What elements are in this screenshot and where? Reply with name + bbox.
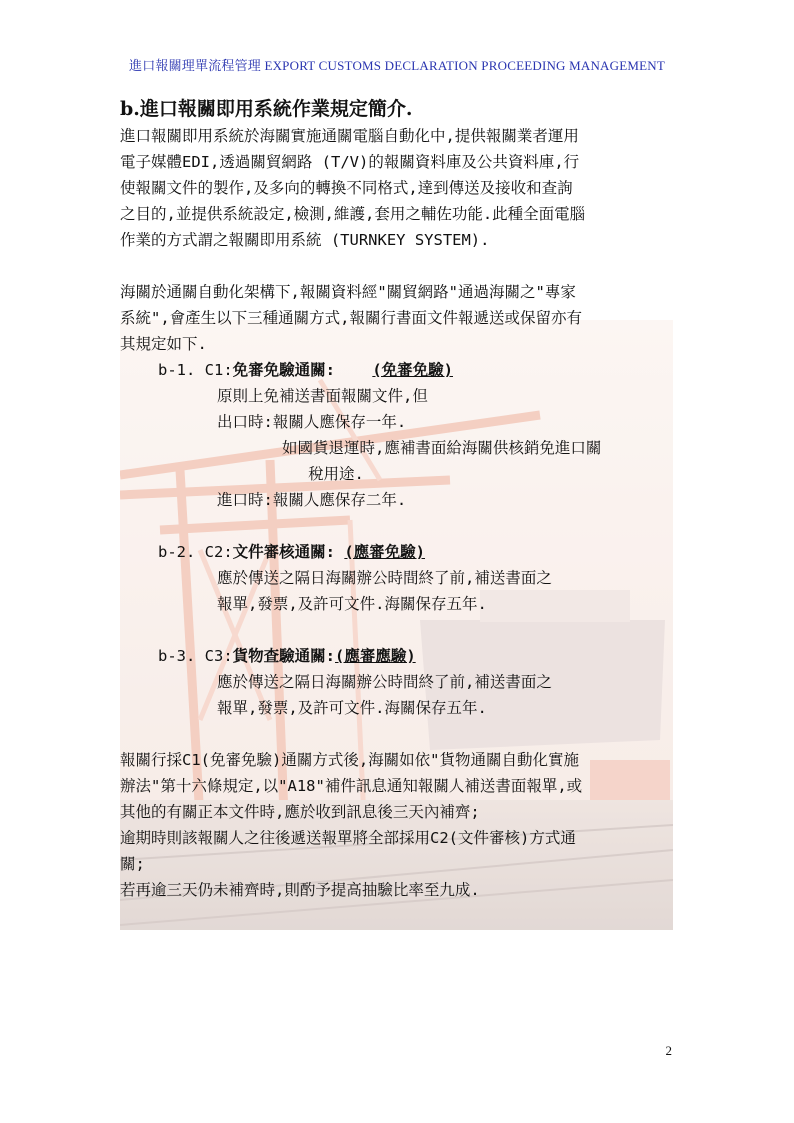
text-line: 之目的,並提供系統設定,檢測,維護,套用之輔佐功能.此種全面電腦 [120, 205, 586, 223]
text-line: 出口時:報關人應保存一年. [217, 413, 407, 431]
clearance-c3 [120, 643, 680, 721]
c3-name: 貨物查驗通關: [232, 647, 335, 665]
c2-tag: (應審免驗) [344, 543, 426, 561]
text-line: 逾期時則該報關人之往後遞送報單將全部採用C2(文件審核)方式通 [120, 829, 576, 847]
c1-heading [120, 357, 680, 383]
text-line: 報關行採C1(免審免驗)通關方式後,海關如依"貨物通關自動化實施 [120, 751, 579, 769]
clearance-c2 [120, 539, 680, 617]
text-line: 關; [120, 855, 145, 873]
framework-paragraph [120, 279, 680, 357]
text-line: 作業的方式謂之報關即用系統 (TURNKEY SYSTEM). [120, 231, 490, 249]
text-line: 海關於通關自動化架構下,報關資料經"關貿網路"通過海關之"專家 [120, 283, 576, 301]
c3-prefix: b-3. C3: [158, 647, 233, 665]
text-line: 使報關文件的製作,及多向的轉換不同格式,達到傳送及接收和查詢 [120, 179, 573, 197]
text-line: 應於傳送之隔日海關辦公時間終了前,補送書面之 [217, 673, 552, 691]
c1-prefix: b-1. C1: [158, 361, 233, 379]
c2-heading [120, 539, 680, 565]
text-line: 若再逾三天仍未補齊時,則酌予提高抽驗比率至九成. [120, 881, 480, 899]
text-line: 進口時:報關人應保存二年. [217, 491, 407, 509]
text-line: 原則上免補送書面報關文件,但 [217, 387, 428, 405]
c2-name: 文件審核通關: [232, 543, 335, 561]
c1-name: 免審免驗通關: [232, 361, 335, 379]
page-number: 2 [665, 1043, 672, 1058]
intro-paragraph [120, 123, 680, 253]
text-line: 報單,發票,及許可文件.海關保存五年. [217, 595, 487, 613]
text-line: 如國貨退運時,應補書面給海關供核銷免進口關 [282, 439, 602, 457]
text-line: 辦法"第十六條規定,以"A18"補件訊息通知報關人補送書面報單,或 [120, 777, 583, 795]
text-line: 電子媒體EDI,透過關貿網路 (T/V)的報關資料庫及公共資料庫,行 [120, 153, 580, 171]
section-title: b.進口報關即用系統作業規定簡介. [120, 98, 413, 120]
text-line: 報單,發票,及許可文件.海關保存五年. [217, 699, 487, 717]
c1-tag: (免審免驗) [372, 361, 453, 379]
text-line: 其規定如下. [120, 335, 207, 353]
c3-heading [120, 643, 680, 669]
clearance-c1 [120, 357, 680, 513]
text-line: 稅用途. [308, 465, 364, 483]
text-line: 其他的有關正本文件時,應於收到訊息後三天內補齊; [120, 803, 480, 821]
text-line: 應於傳送之隔日海關辦公時間終了前,補送書面之 [217, 569, 552, 587]
document-body [120, 95, 680, 903]
c2-prefix: b-2. C2: [158, 543, 233, 561]
page-header: 進口報關理單流程管理 EXPORT CUSTOMS DECLARATION PROCEEDING MANAGEMENT [129, 58, 665, 73]
text-line: 進口報關即用系統於海關實施通關電腦自動化中,提供報關業者運用 [120, 127, 579, 145]
c3-tag: (應審應驗) [335, 647, 416, 665]
closing-paragraph [120, 747, 680, 903]
text-line: 系統",會產生以下三種通關方式,報關行書面文件報遞送或保留亦有 [120, 309, 582, 327]
